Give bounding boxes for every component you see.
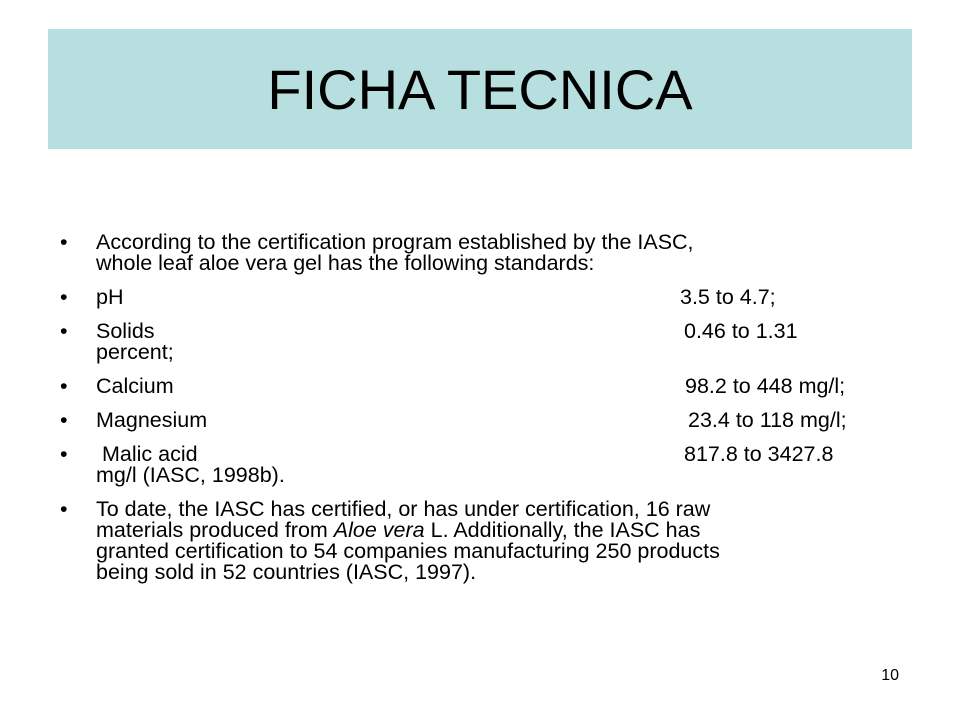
list-item-calcium <box>60 376 910 397</box>
closing-line-2-pre: materials produced from <box>96 518 334 542</box>
species-name: Aloe vera <box>333 518 425 542</box>
solids-value-cont: percent; <box>96 340 174 364</box>
solids-value: 0.46 to 1.31 <box>684 319 798 343</box>
solids-label: Solids <box>96 319 155 343</box>
magnesium-label: Magnesium <box>96 408 208 432</box>
title-banner <box>48 29 912 149</box>
list-item-closing <box>60 499 910 583</box>
slide-title: FICHA TECNICA <box>267 57 693 121</box>
calcium-label: Calcium <box>96 374 174 398</box>
bullet-icon: • <box>60 285 68 309</box>
ph-value: 3.5 to 4.7; <box>680 285 776 309</box>
closing-line-1: To date, the IASC has certified, or has under certification, 16 raw <box>96 497 711 521</box>
intro-line-2: whole leaf aloe vera gel has the following standards: <box>96 251 595 275</box>
calcium-value: 98.2 to 448 mg/l; <box>685 374 846 398</box>
intro-line-1: According to the certification program established by the IASC, <box>96 230 694 254</box>
list-item-solids <box>60 321 910 363</box>
bullet-icon: • <box>60 230 68 254</box>
closing-line-4: being sold in 52 countries (IASC, 1997). <box>96 560 477 584</box>
bullet-icon: • <box>60 374 68 398</box>
page-number: 10 <box>881 667 899 684</box>
list-item-malic-acid <box>60 444 910 486</box>
bullet-list <box>60 232 910 596</box>
malic-acid-label: Malic acid <box>102 442 198 466</box>
bullet-icon: • <box>60 442 68 466</box>
bullet-icon: • <box>60 408 68 432</box>
bullet-icon: • <box>60 319 68 343</box>
list-item-intro <box>60 232 910 274</box>
closing-line-2-post: L. Additionally, the IASC has <box>424 518 701 542</box>
list-item-magnesium <box>60 410 910 431</box>
bullet-icon: • <box>60 497 68 521</box>
list-item-ph <box>60 287 910 308</box>
malic-acid-value-cont: mg/l (IASC, 1998b). <box>96 463 285 487</box>
malic-acid-value: 817.8 to 3427.8 <box>684 442 834 466</box>
ph-label: pH <box>96 285 124 309</box>
closing-line-2 <box>96 520 910 541</box>
closing-line-3: granted certification to 54 companies manufacturing 250 products <box>96 539 720 563</box>
magnesium-value: 23.4 to 118 mg/l; <box>688 408 847 432</box>
